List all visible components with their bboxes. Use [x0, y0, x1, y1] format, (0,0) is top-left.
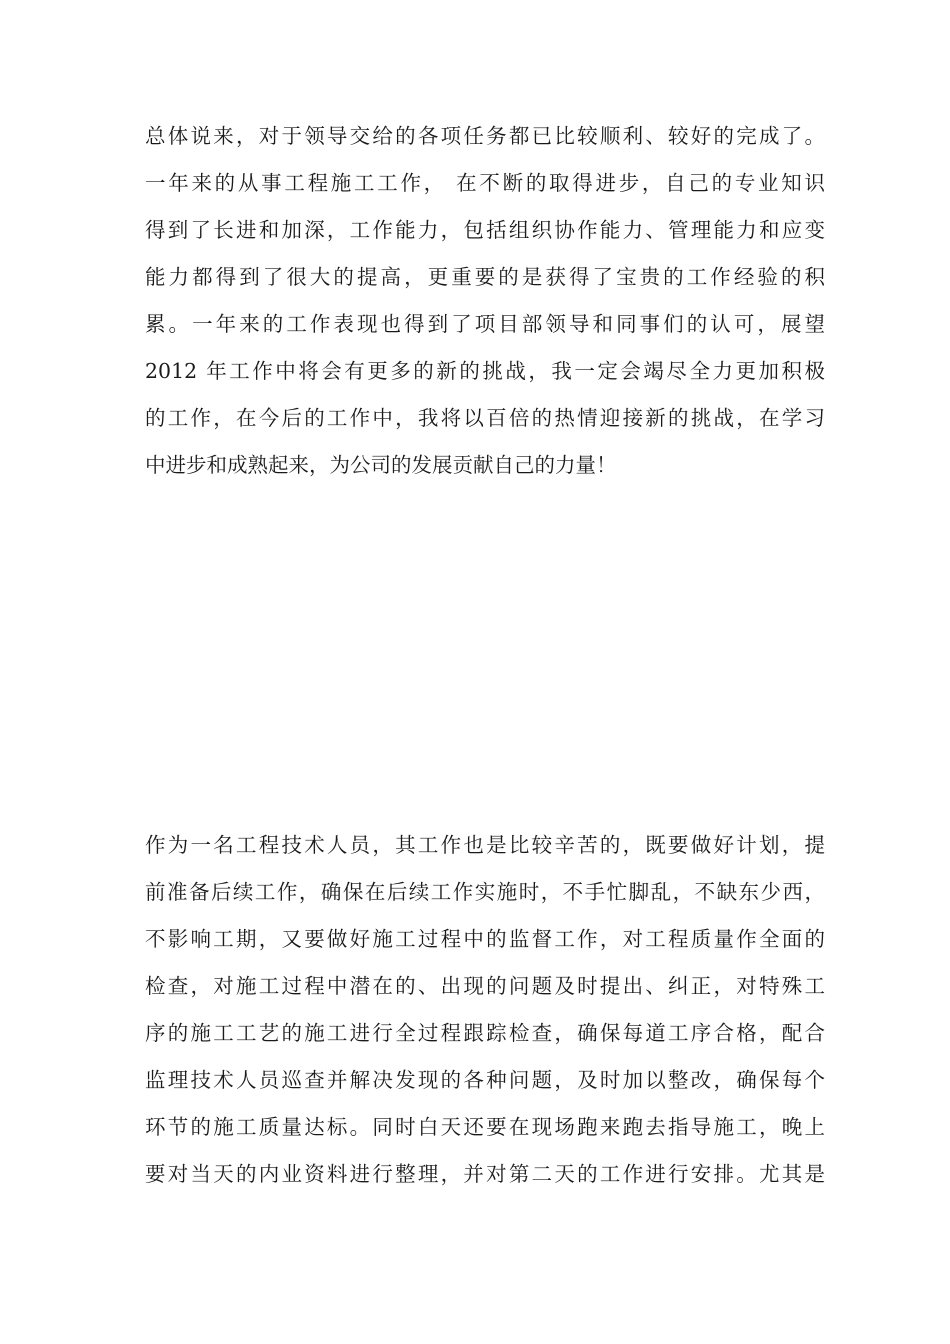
text-line: 序的施工工艺的施工进行全过程跟踪检查，确保每道工序合格，配合 — [145, 1021, 825, 1045]
text-line: 中进步和成熟起来，为公司的发展贡献自己的力量！ — [145, 453, 617, 477]
paragraph-summary — [145, 113, 825, 489]
text-line: 检查，对施工过程中潜在的、出现的问题及时提出、纠正，对特殊工 — [145, 974, 825, 998]
text-line: 前准备后续工作，确保在后续工作实施时，不手忙脚乱，不缺东少西， — [145, 880, 825, 904]
text-line: 环节的施工质量达标。同时白天还要在现场跑来跑去指导施工，晚上 — [145, 1115, 825, 1139]
text-line: 的工作，在今后的工作中，我将以百倍的热情迎接新的挑战，在学习 — [145, 406, 825, 430]
text-line: 监理技术人员巡查并解决发现的各种问题，及时加以整改，确保每个 — [145, 1068, 825, 1092]
text-line: 一年来的从事工程施工工作， 在不断的取得进步，自己的专业知识 — [145, 171, 825, 195]
text-line: 2012 年工作中将会有更多的新的挑战，我一定会竭尽全力更加积极 — [145, 359, 825, 383]
paragraph-work-description — [145, 822, 825, 1198]
text-line: 不影响工期，又要做好施工过程中的监督工作，对工程质量作全面的 — [145, 927, 825, 951]
text-line: 作为一名工程技术人员，其工作也是比较辛苦的，既要做好计划，提 — [145, 833, 825, 857]
text-line: 要对当天的内业资料进行整理，并对第二天的工作进行安排。尤其是 — [145, 1162, 825, 1186]
text-line: 能力都得到了很大的提高，更重要的是获得了宝贵的工作经验的积 — [145, 265, 825, 289]
text-line: 总体说来，对于领导交给的各项任务都已比较顺利、较好的完成了。 — [145, 124, 825, 148]
text-line: 得到了长进和加深，工作能力，包括组织协作能力、管理能力和应变 — [145, 218, 825, 242]
text-line: 累。一年来的工作表现也得到了项目部领导和同事们的认可，展望 — [145, 312, 825, 336]
